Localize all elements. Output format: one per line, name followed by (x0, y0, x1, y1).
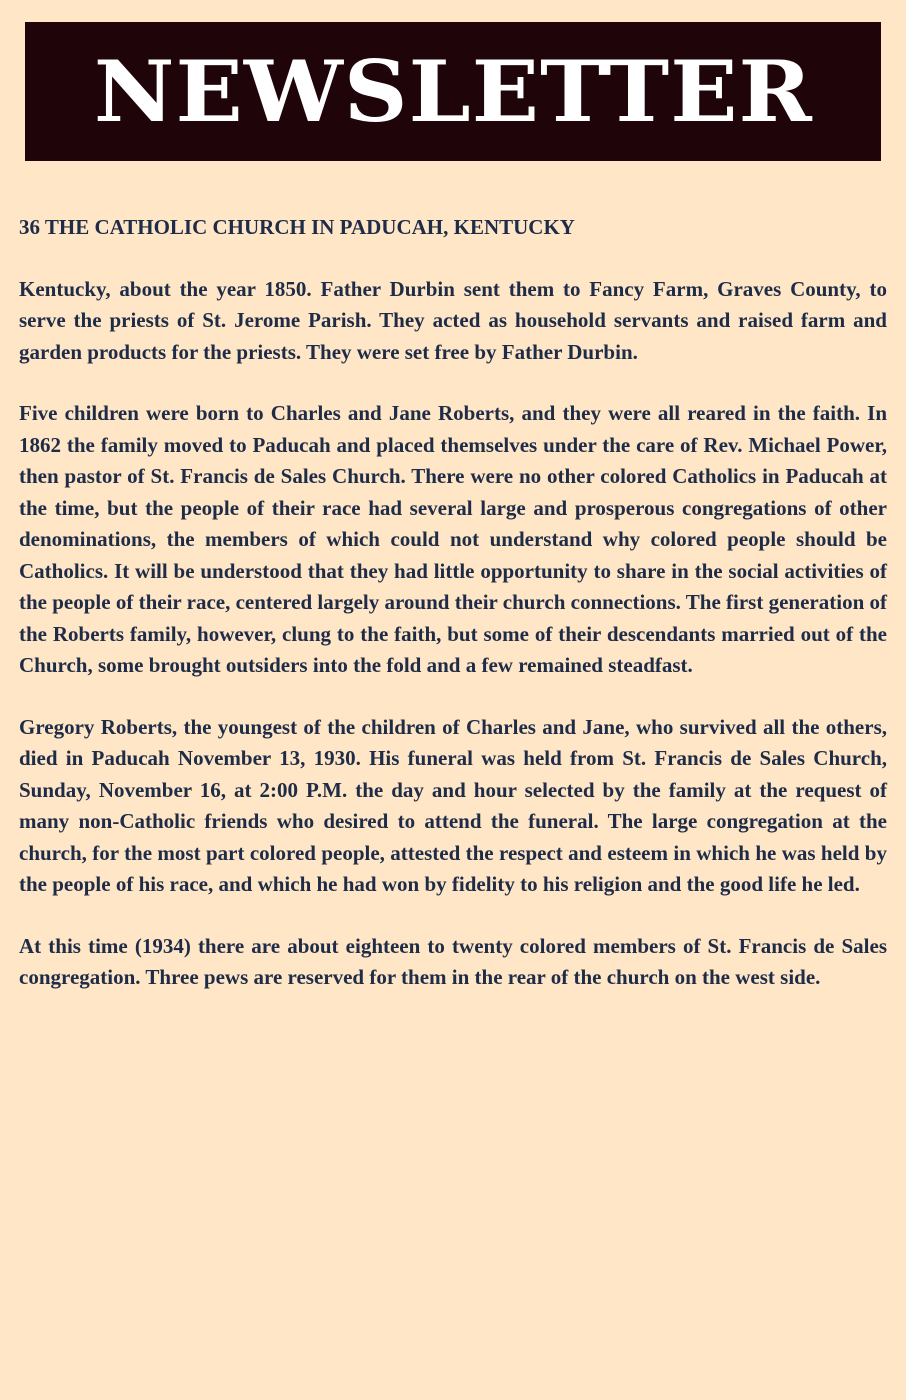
article-paragraph: Gregory Roberts, the youngest of the children of Charles and Jane, who survived all the others, died in Paducah November 13, 1930. His funeral was held from St. Francis de Sales Church, Sunday, November 16, at 2:00 P.M. the day and hour selected by the family at the request of many non-Catholic friends who desired to attend the funeral. The large congregation at the church, for the most part colored people, attested the respect and esteem in which he was held by the people of his race, and which he had won by fidelity to his religion and the good life he led. (19, 714, 887, 896)
article-heading: 36 THE CATHOLIC CHURCH IN PADUCAH, KENTUCKY (19, 215, 575, 239)
masthead-banner (25, 22, 881, 161)
masthead-title: NEWSLETTER (93, 41, 813, 141)
article-paragraph: Five children were born to Charles and Jane Roberts, and they were all reared in the faith. In 1862 the family moved to Paducah and placed themselves under the care of Rev. Michael Power, then pastor of St. Francis de Sales Church. There were no other colored Catholics in Paducah at the time, but the people of their race had several large and prosperous congregations of other denominations, the members of which could not understand why colored people should be Catholics. It will be understood that they had little opportunity to share in the social activities of the people of their race, centered largely around their church connections. The first generation of the Roberts family, however, clung to the faith, but some of their descendants married out of the Church, some brought outsiders into the fold and a few remained steadfast. (19, 401, 887, 677)
article-paragraph: Kentucky, about the year 1850. Father Durbin sent them to Fancy Farm, Graves County, to serve the priests of St. Jerome Parish. They acted as household servants and raised farm and garden products for the priests. They were set free by Father Durbin. (19, 276, 887, 364)
article-paragraph: At this time (1934) there are about eighteen to twenty colored members of St. Francis de Sales congregation. Three pews are reserved for them in the rear of the church on the west side. (19, 933, 887, 989)
article-body (19, 212, 887, 1024)
